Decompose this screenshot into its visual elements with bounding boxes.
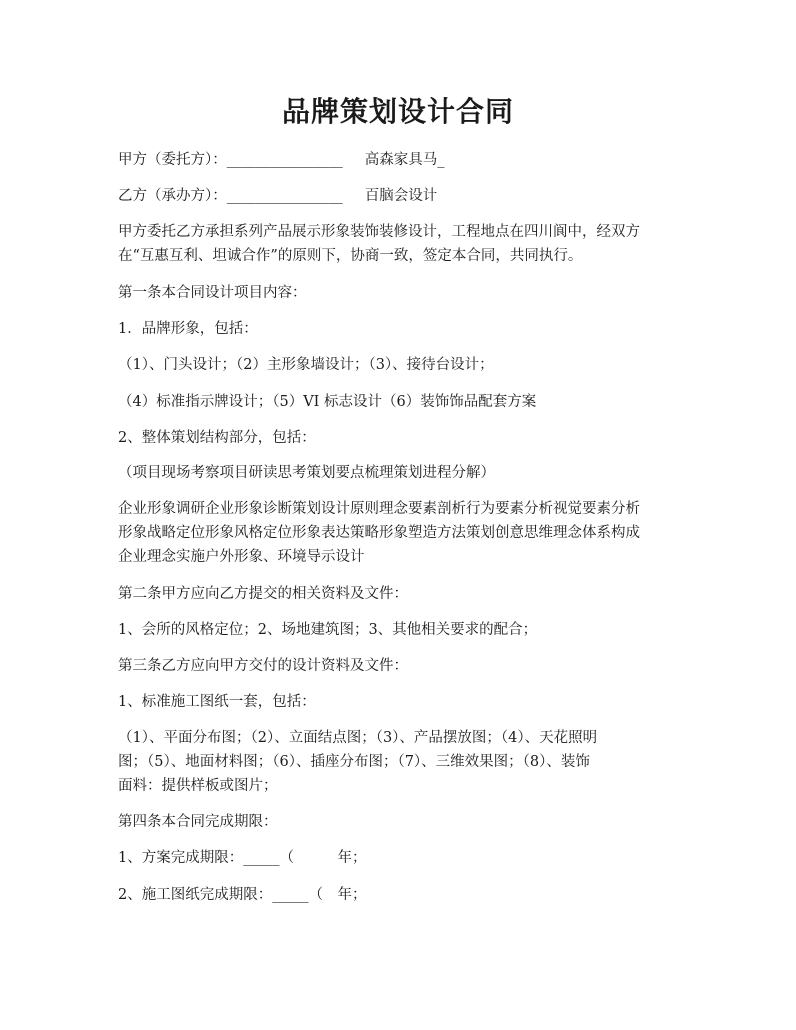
intro-line-1: 甲方委托乙方承担系列产品展示形象装饰装修设计，工程地点在四川阆中，经双方 <box>118 224 640 240</box>
article-1-item-2-b-line-3: 企业理念实施户外形象、环境导示设计 <box>118 549 365 565</box>
article-3-item-1-a-line-2: 图；（5）、地面材料图；（6）、插座分布图；（7）、三维效果图；（8）、装饰 <box>118 754 590 770</box>
article-2-title: 第二条甲方应向乙方提交的相关资料及文件： <box>118 586 408 602</box>
article-3-item-1-a-line-3: 面料：提供样板或图片； <box>118 778 278 794</box>
document-title: 品牌策划设计合同 <box>281 95 514 128</box>
party-a-name: 高森家具马_ <box>364 152 445 168</box>
article-1-item-2: 2、整体策划结构部分，包括： <box>118 430 316 446</box>
article-2-item: 1、会所的风格定位；2、场地建筑图；3、其他相关要求的配合； <box>118 622 538 638</box>
article-1-item-2-b-line-1: 企业形象调研企业形象诊断策划设计原则理念要素剖析行为要素分析视觉要素分析 <box>118 501 640 517</box>
party-b-name: 百脑会设计 <box>364 188 438 204</box>
article-4-item-1: 1、方案完成期限：_____（ 年； <box>118 850 367 866</box>
article-1-item-2-b-line-2: 形象战略定位形象风格定位形象表达策略形象塑造方法策划创意思维理念体系构成 <box>118 525 640 541</box>
party-b-label: 乙方（承办方）： <box>118 188 227 204</box>
article-3-item-1: 1、标准施工图纸一套，包括： <box>118 694 316 710</box>
intro-line-2: 在“互惠互利、坦诚合作”的原则下，协商一致，签定本合同，共同执行。 <box>118 248 583 264</box>
article-4-item-2: 2、施工图纸完成期限：_____（ 年； <box>118 887 367 903</box>
article-1-item-1: 1．品牌形象，包括： <box>118 321 258 337</box>
article-1-item-1-b: （4）标准指示牌设计；（5）VI 标志设计（6）装饰饰品配套方案 <box>118 394 537 410</box>
article-1-title: 第一条本合同设计项目内容： <box>118 285 307 301</box>
article-4-title: 第四条本合同完成期限： <box>118 814 278 830</box>
party-a-blank: ________________ <box>226 152 343 168</box>
party-a-label: 甲方（委托方）： <box>118 152 227 168</box>
article-3-item-1-a-line-1: （1）、平面分布图；（2）、立面结点图；（3）、产品摆放图；（4）、天花照明 <box>118 730 598 746</box>
party-a-line <box>118 148 684 172</box>
party-b-line <box>118 184 684 208</box>
article-1-item-2-a: （项目现场考察项目研读思考策划要点梳理策划进程分解） <box>118 465 495 481</box>
party-b-blank: ________________ <box>226 188 343 204</box>
article-1-item-1-a: （1）、门头设计；（2）主形象墙设计；（3）、接待台设计； <box>118 357 494 373</box>
article-3-title: 第三条乙方应向甲方交付的设计资料及文件： <box>118 658 408 674</box>
